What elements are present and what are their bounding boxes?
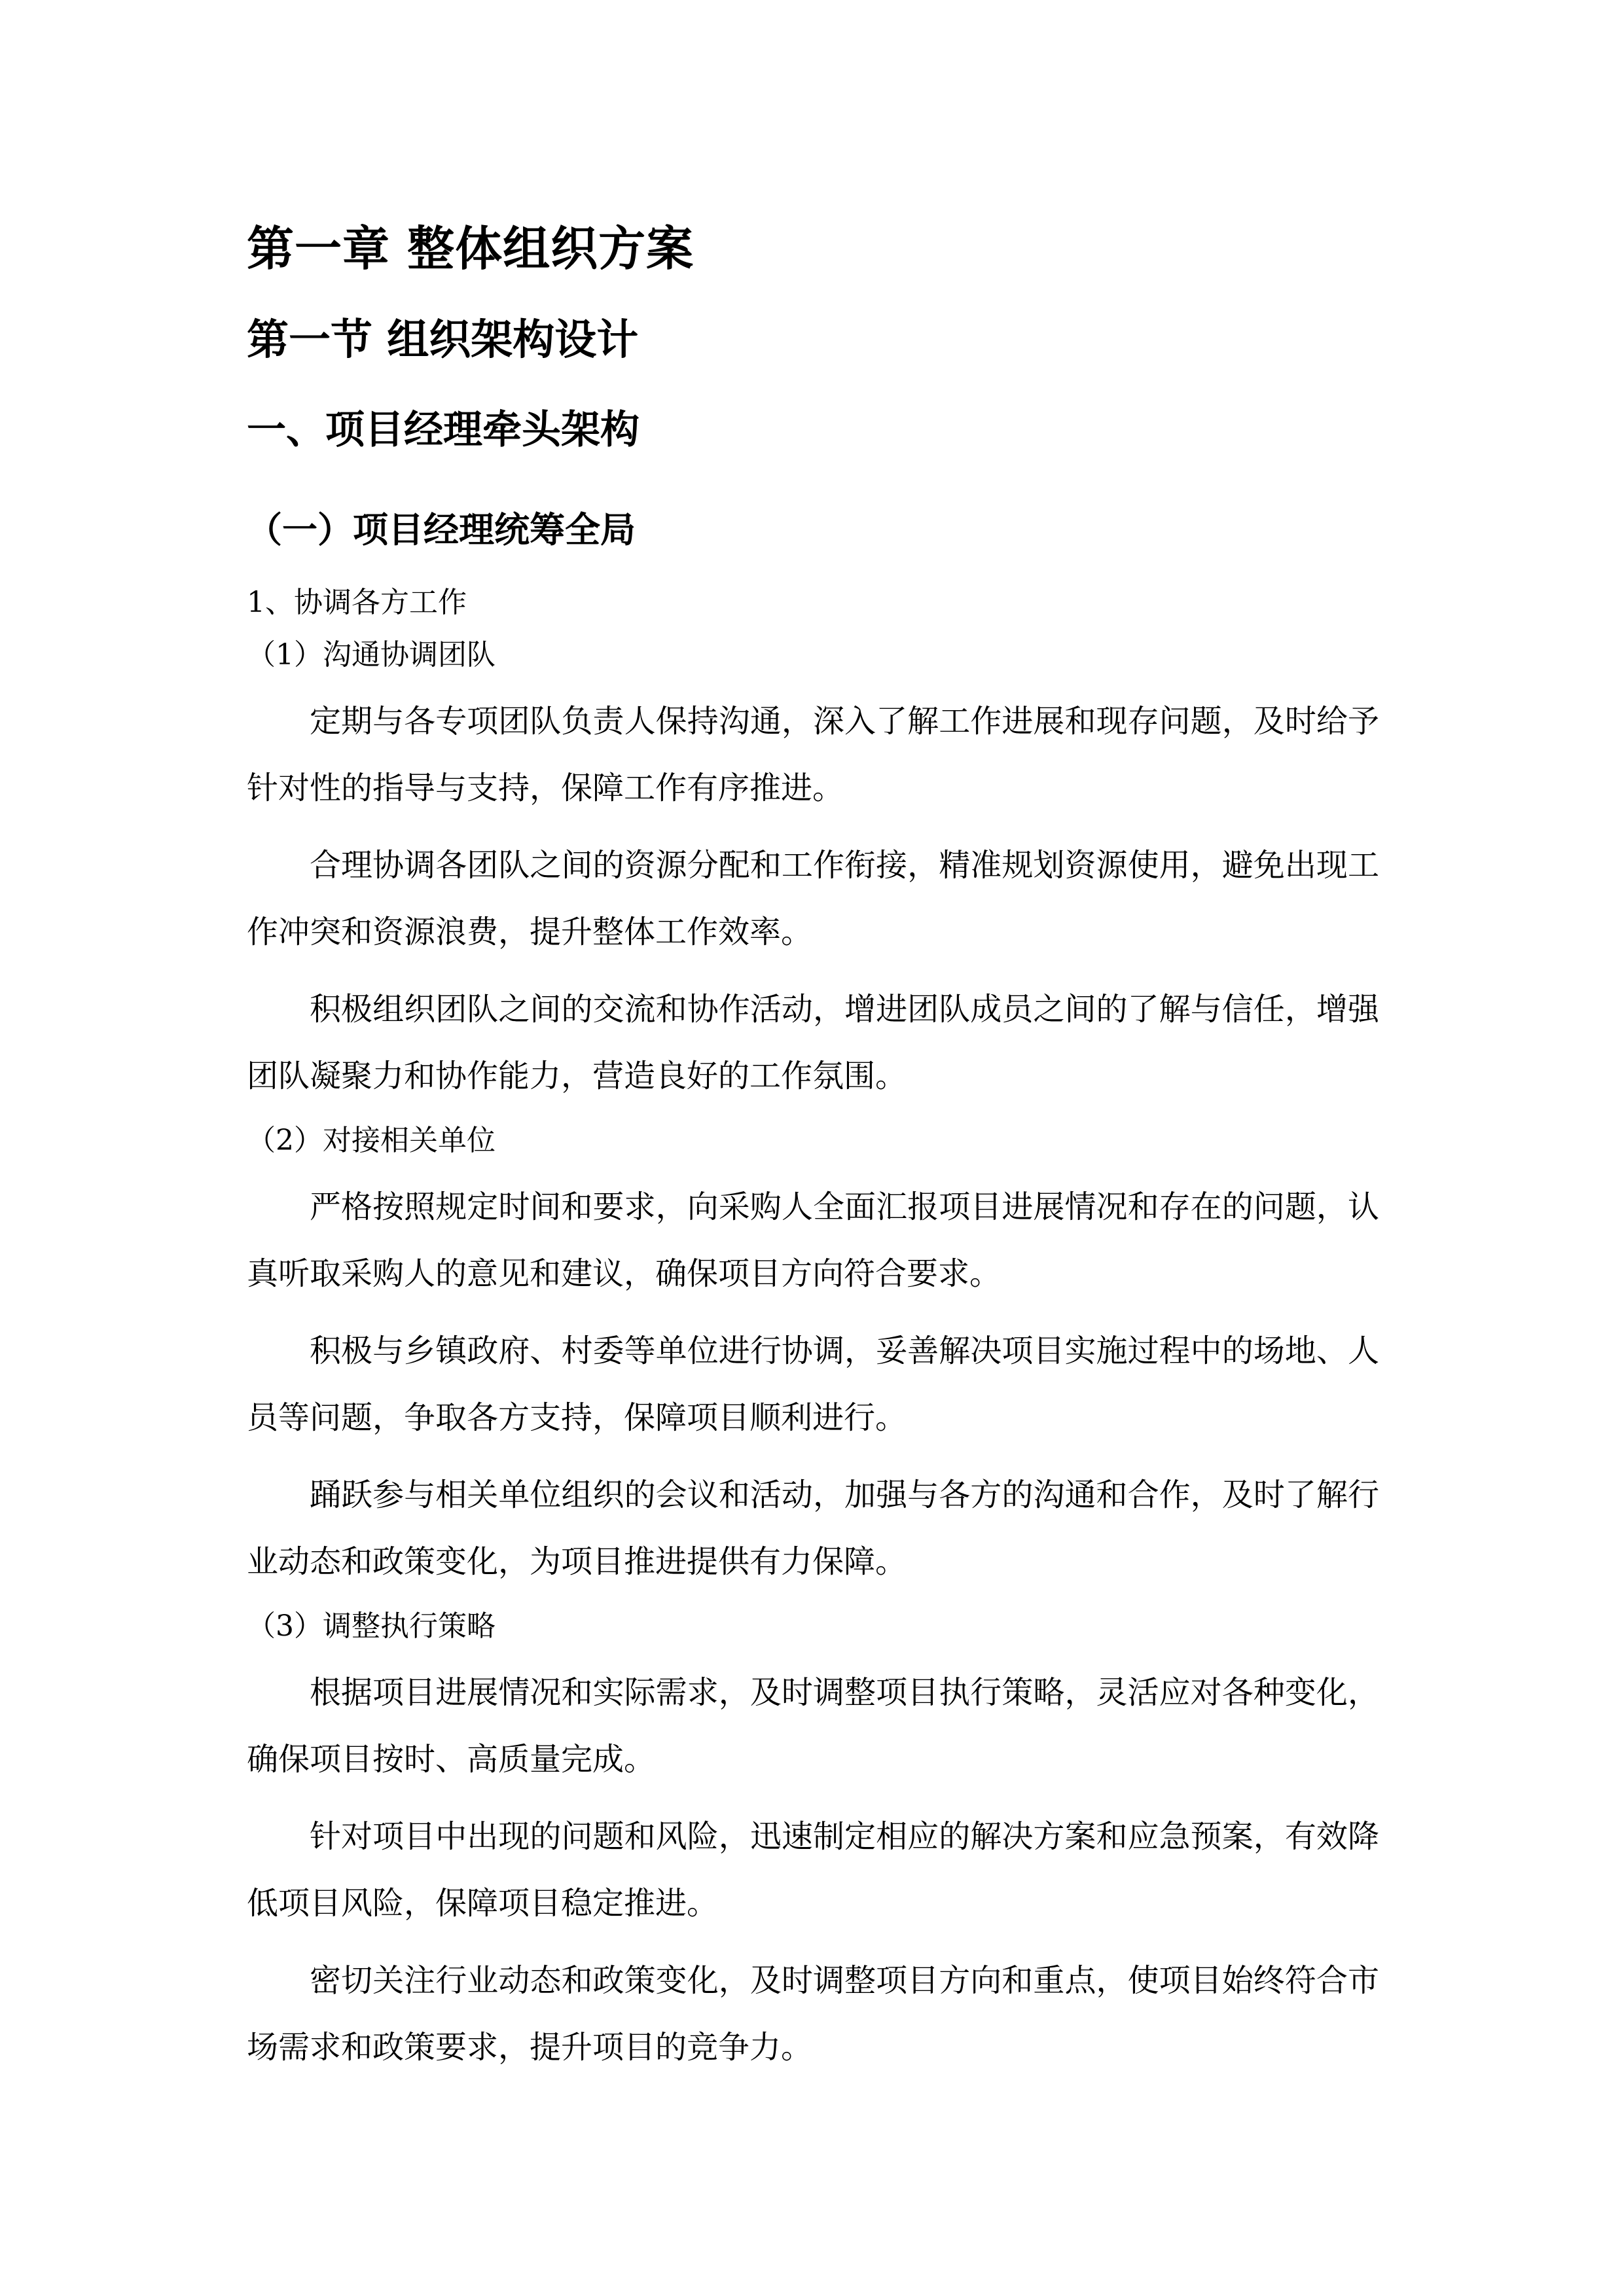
subsection-title: 一、项目经理牵头架构	[247, 407, 640, 453]
paragraph: 针对项目中出现的问题和风险，迅速制定相应的解决方案和应急预案，有效降低项目风险，保障项目稳定推进。	[247, 1818, 1379, 1922]
paragraph: 根据项目进展情况和实际需求，及时调整项目执行策略，灵活应对各种变化，确保项目按时、高质量完成。	[247, 1674, 1379, 1778]
part-title: （一）项目经理统筹全局	[247, 509, 636, 550]
paragraph: 合理协调各团队之间的资源分配和工作衔接，精准规划资源使用，避免出现工作冲突和资源浪费，提升整体工作效率。	[247, 847, 1379, 950]
paragraph: 踊跃参与相关单位组织的会议和活动，加强与各方的沟通和合作，及时了解行业动态和政策变化，为项目推进提供有力保障。	[247, 1477, 1379, 1580]
paragraph: 密切关注行业动态和政策变化，及时调整项目方向和重点，使项目始终符合市场需求和政策要求，提升项目的竞争力。	[247, 1962, 1379, 2066]
paragraph: 积极组织团队之间的交流和协作活动，增进团队成员之间的了解与信任，增强团队凝聚力和协作能力，营造良好的工作氛围。	[247, 991, 1379, 1094]
section-title: 第一节 组织架构设计	[247, 316, 639, 365]
paragraph: 定期与各专项团队负责人保持沟通，深入了解工作进展和现存问题，及时给予针对性的指导与支持，保障工作有序推进。	[247, 703, 1379, 806]
item-title: 1、协调各方工作	[247, 586, 467, 619]
paragraph: 积极与乡镇政府、村委等单位进行协调，妥善解决项目实施过程中的场地、人员等问题，争取各方支持，保障项目顺利进行。	[247, 1333, 1379, 1436]
document-body	[247, 206, 1379, 2081]
chapter-title: 第一章 整体组织方案	[247, 221, 695, 276]
subitem-title-2: （2）对接相关单位	[247, 1124, 496, 1157]
subitem-title-1: （1）沟通协调团队	[247, 638, 496, 672]
subitem-title-3: （3）调整执行策略	[247, 1609, 496, 1643]
paragraph: 严格按照规定时间和要求，向采购人全面汇报项目进展情况和存在的问题，认真听取采购人的意见和建议，确保项目方向符合要求。	[247, 1189, 1379, 1292]
